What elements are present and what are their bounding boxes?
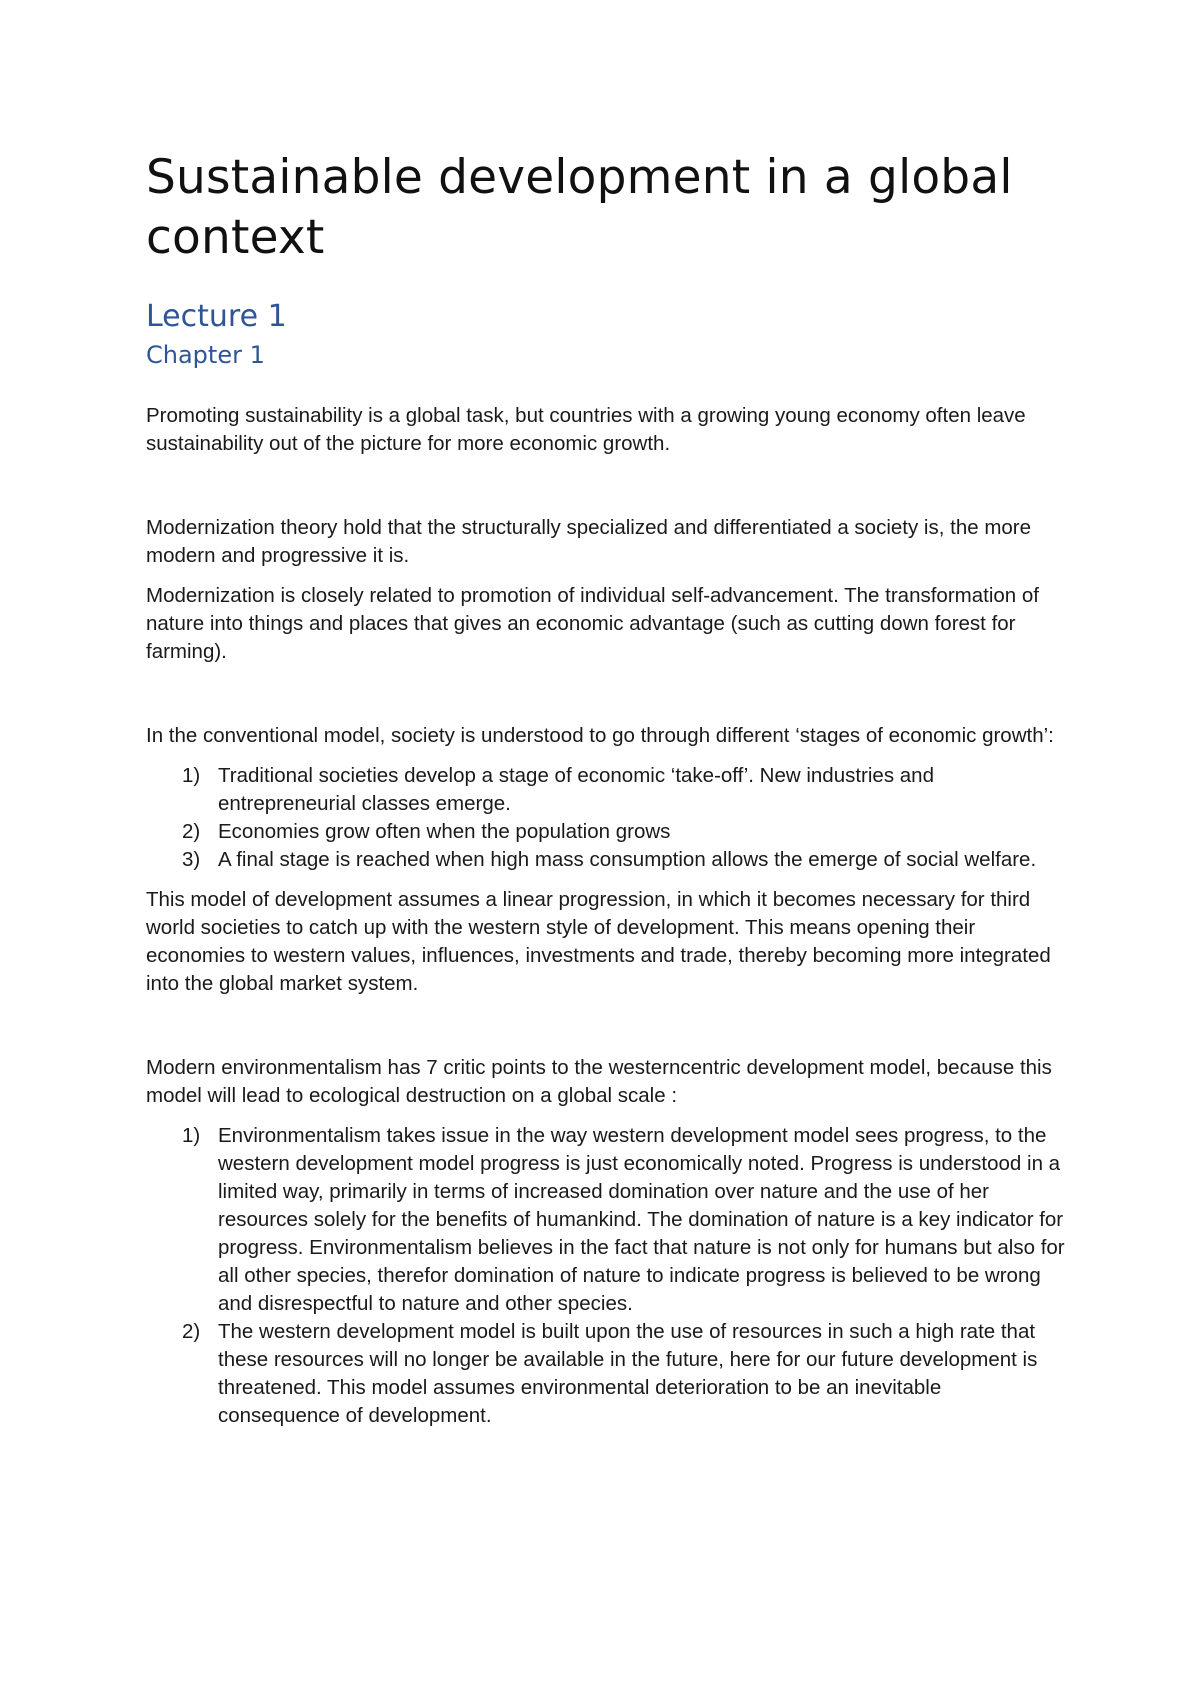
list-item-text: The western development model is built upon the use of resources in such a high rate that these resources will no longer be available in the future, here for our future development is threatened. This model assumes environmental deterioration to be an inevitable consequence of development. [218,1320,1038,1427]
list-number: 3) [182,848,201,871]
paragraph-modernization-advancement: Modernization is closely related to promotion of individual self-advancement. The transformation of nature into things and places that gives an economic advantage (such as cutting down forest for farming). [146,584,1039,663]
lecture-heading: Lecture 1 [146,299,287,334]
list-item [146,846,1066,874]
list-item-text: A final stage is reached when high mass consumption allows the emerge of social welfare. [218,848,1037,871]
list-number: 2) [182,820,201,843]
document-content [146,148,1066,1430]
list-number: 1) [182,764,201,787]
list-item [146,1122,1066,1318]
stages-list [146,762,1066,874]
paragraph-environmentalism: Modern environmentalism has 7 critic points to the westerncentric development model, because this model will lead to ecological destruction on a global scale : [146,1056,1052,1107]
paragraph-linear-progression: This model of development assumes a linear progression, in which it becomes necessary for third world societies to catch up with the western style of development. This means opening their economies to western values, influences, investments and trade, thereby becoming more integrated into the global market system. [146,888,1051,995]
chapter-heading: Chapter 1 [146,341,265,369]
list-item-text: Traditional societies develop a stage of economic ‘take-off’. New industries and entrepreneurial classes emerge. [218,764,934,815]
document-title: Sustainable development in a global context [146,150,1013,265]
list-item [146,762,1066,818]
list-item [146,818,1066,846]
list-item-text: Economies grow often when the population grows [218,820,671,843]
paragraph-sustainability: Promoting sustainability is a global task, but countries with a growing young economy often leave sustainability out of the picture for more economic growth. [146,404,1026,455]
paragraph-conventional-model: In the conventional model, society is understood to go through different ‘stages of economic growth’: [146,724,1054,747]
list-item-text: Environmentalism takes issue in the way western development model sees progress, to the western development model progress is just economically noted. Progress is understood in a limited way, primarily in terms of increased domination over nature and the use of her resources solely for the benefits of humankind. The domination of nature is a key indicator for progress. Environmentalism believes in the fact that nature is not only for humans but also for all other species, therefor domination of nature to indicate progress is believed to be wrong and disrespectful to nature and other species. [218,1124,1065,1315]
paragraph-modernization-theory: Modernization theory hold that the structurally specialized and differentiated a society is, the more modern and progressive it is. [146,516,1032,567]
list-number: 2) [182,1320,201,1343]
critic-list [146,1122,1066,1430]
list-number: 1) [182,1124,201,1147]
list-item [146,1318,1066,1430]
